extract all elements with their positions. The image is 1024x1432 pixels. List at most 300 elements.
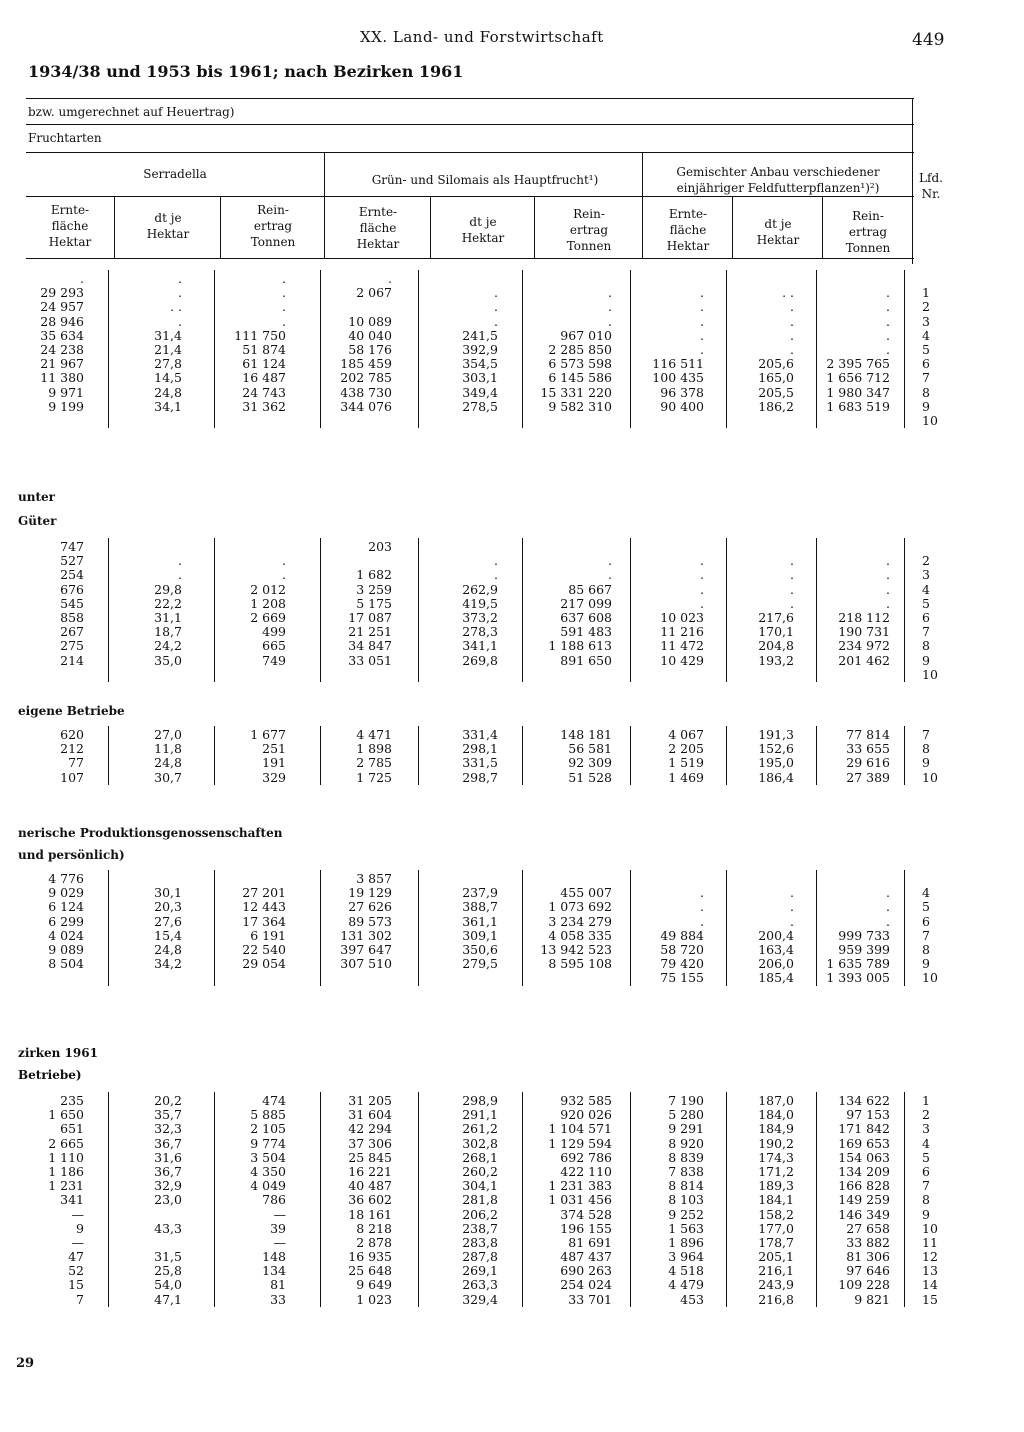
table-cell: .: [282, 299, 286, 315]
row-number: 4: [922, 885, 930, 901]
table-cell: 3 234 279: [548, 913, 612, 929]
table-cell: 1 725: [356, 769, 392, 785]
table-cell: .: [886, 341, 890, 357]
table-cell: .: [886, 327, 890, 343]
table-cell: 165,0: [758, 370, 794, 386]
table-cell: 298,1: [462, 741, 498, 757]
section-label: zirken 1961: [18, 1046, 98, 1060]
column-rule: [904, 538, 905, 682]
table-cell: .: [178, 285, 182, 301]
table-cell: 1 023: [356, 1291, 392, 1307]
table-cell: .: [608, 553, 612, 569]
table-cell: 1 073 692: [548, 899, 612, 915]
table-cell: 18,7: [154, 624, 182, 640]
table-cell: 43,3: [154, 1220, 182, 1236]
table-cell: .: [282, 553, 286, 569]
table-cell: 20,2: [154, 1093, 182, 1108]
table-cell: 1 519: [668, 755, 704, 771]
column-ser_net: [196, 1094, 286, 1307]
table-cell: [408, 971, 498, 985]
table-cell: 304,1: [462, 1178, 498, 1194]
column-ser_net: [196, 272, 286, 428]
table-cell: 13 942 523: [540, 941, 612, 957]
table-cell: [408, 414, 498, 428]
table-cell: 392,9: [462, 341, 498, 357]
sub-gm-yield: dt je Hektar: [461, 215, 505, 245]
row-number: 10: [922, 769, 938, 785]
table-cell: 388,7: [462, 899, 498, 915]
sub-ser-area: Ernte- fläche Hektar: [48, 203, 92, 249]
table-cell: 190 731: [838, 624, 890, 640]
row-number: 8: [922, 384, 930, 400]
table-cell: 920 026: [560, 1107, 612, 1123]
table-cell: .: [790, 299, 794, 315]
section-label: unter: [18, 490, 55, 504]
table-cell: [800, 872, 890, 886]
table-cell: 195,0: [758, 755, 794, 771]
sheet-mark: 29: [16, 1356, 35, 1371]
table-cell: 331,4: [462, 727, 498, 742]
table-cell: 24,8: [154, 941, 182, 957]
table-cell: 16 221: [348, 1163, 392, 1179]
table-cell: 9 199: [48, 398, 84, 414]
table-cell: 959 399: [838, 941, 890, 957]
table-cell: 8 103: [668, 1192, 704, 1208]
table-cell: 499: [262, 624, 286, 640]
table-cell: .: [886, 913, 890, 929]
sub-gm-area: Ernte- fläche Hektar: [356, 205, 400, 251]
table-cell: 24 957: [40, 299, 84, 315]
table-cell: 2 012: [250, 581, 286, 597]
table-cell: 278,3: [462, 624, 498, 640]
table-cell: 206,2: [462, 1206, 498, 1222]
table-cell: 100 435: [652, 370, 704, 386]
table-cell: .: [494, 313, 498, 329]
table-cell: 186,2: [758, 398, 794, 414]
table-cell: 1 231 383: [548, 1178, 612, 1194]
table-cell: 22,2: [154, 595, 182, 611]
table-cell: 11,8: [154, 741, 182, 757]
table-cell: 9 582 310: [548, 398, 612, 414]
table-cell: 31 205: [348, 1093, 392, 1108]
table-cell: 620: [60, 727, 84, 742]
row-number: 15: [922, 1291, 938, 1307]
table-cell: 4 350: [250, 1163, 286, 1179]
table-cell: 12 443: [242, 899, 286, 915]
section-label: Betriebe): [18, 1068, 82, 1082]
table-cell: 4 471: [356, 727, 392, 742]
table-cell: 1 563: [668, 1220, 704, 1236]
table-cell: 81 306: [846, 1249, 890, 1265]
table-cell: 186,4: [758, 769, 794, 785]
table-cell: 651: [60, 1121, 84, 1137]
table-cell: 1 682: [356, 567, 392, 583]
row-number: [922, 872, 952, 886]
table-cell: 89 573: [348, 913, 392, 929]
table-cell: 7: [76, 1291, 84, 1307]
row-number: 4: [922, 327, 930, 343]
column-ser_area: [0, 272, 84, 428]
table-cell: 25 845: [348, 1149, 392, 1165]
column-gm_yield: [408, 540, 498, 682]
table-cell: 31,1: [154, 609, 182, 625]
table-cell: 397 647: [340, 941, 392, 957]
table-cell: 891 650: [560, 652, 612, 668]
header-vline-s2: [220, 196, 221, 258]
table-cell: 2 285 850: [548, 341, 612, 357]
table-cell: 263,3: [462, 1277, 498, 1293]
table-cell: 254 024: [560, 1277, 612, 1293]
column-ser_net: [196, 728, 286, 785]
row-number: 6: [922, 913, 930, 929]
table-cell: 8 814: [668, 1178, 704, 1194]
column-ser_area: [0, 1094, 84, 1307]
table-cell: 24,2: [154, 638, 182, 654]
column-lfd-nr: [922, 728, 952, 785]
table-cell: 341,1: [462, 638, 498, 654]
table-cell: —: [71, 1206, 84, 1222]
table-cell: 33 655: [846, 741, 890, 757]
table-cell: 8 504: [48, 956, 84, 972]
group-gruenmais: Grün- und Silomais als Hauptfrucht¹): [371, 173, 599, 187]
table-cell: [800, 540, 890, 554]
table-cell: .: [608, 567, 612, 583]
row-number: 8: [922, 941, 930, 957]
table-cell: 31 604: [348, 1107, 392, 1123]
column-ser_net: [196, 540, 286, 682]
table-cell: 591 483: [560, 624, 612, 640]
table-cell: .: [494, 299, 498, 315]
header-vline-s1: [114, 196, 115, 258]
table-cell: [196, 971, 286, 985]
row-number: 2: [922, 299, 930, 315]
header-rule-3: [26, 152, 914, 153]
row-number: 7: [922, 370, 930, 386]
table-cell: .: [886, 899, 890, 915]
table-cell: 30,1: [154, 885, 182, 901]
table-cell: 15 331 220: [540, 384, 612, 400]
table-cell: 146 349: [838, 1206, 890, 1222]
table-cell: .: [608, 285, 612, 301]
table-cell: 474: [262, 1093, 286, 1108]
row-number: 4: [922, 1135, 930, 1151]
table-cell: 29 054: [242, 956, 286, 972]
column-gm_area: [302, 1094, 392, 1307]
table-cell: 33 882: [846, 1234, 890, 1250]
fruchtarten-label: Fruchtarten: [28, 131, 102, 145]
table-cell: .: [700, 885, 704, 901]
table-cell: 36,7: [154, 1163, 182, 1179]
table-cell: —: [71, 1234, 84, 1250]
column-gm_yield: [408, 872, 498, 986]
table-cell: 148 181: [560, 727, 612, 742]
table-cell: 4 058 335: [548, 927, 612, 943]
table-cell: 527: [60, 553, 84, 569]
table-cell: [614, 540, 704, 554]
table-cell: 47,1: [154, 1291, 182, 1307]
table-cell: 262,9: [462, 581, 498, 597]
header-vline-m2: [822, 196, 823, 258]
column-ser_yield: [92, 540, 182, 682]
table-cell: 31,5: [154, 1249, 182, 1265]
table-cell: 51 874: [242, 341, 286, 357]
table-cell: 1 186: [48, 1163, 84, 1179]
table-cell: 7 190: [668, 1093, 704, 1108]
column-mix_net: [800, 872, 890, 986]
table-cell: 16 487: [242, 370, 286, 386]
row-number: 6: [922, 1163, 930, 1179]
table-cell: 10 089: [348, 313, 392, 329]
table-cell: 18 161: [348, 1206, 392, 1222]
row-number: 10: [922, 412, 938, 428]
sub-mix-area: Ernte- fläche Hektar: [666, 207, 710, 253]
table-cell: 283,8: [462, 1234, 498, 1250]
row-number: 9: [922, 956, 930, 972]
table-cell: 35,7: [154, 1107, 182, 1123]
table-cell: [92, 540, 182, 554]
table-cell: 287,8: [462, 1249, 498, 1265]
column-gm_net: [522, 1094, 612, 1307]
table-cell: 350,6: [462, 941, 498, 957]
column-rule: [904, 726, 905, 785]
lfd-nr-2: Nr.: [921, 187, 941, 201]
row-number: 5: [922, 899, 930, 915]
table-cell: 9 291: [668, 1121, 704, 1137]
table-cell: 2 395 765: [826, 356, 890, 372]
table-cell: 7 838: [668, 1163, 704, 1179]
table-cell: 214: [60, 652, 84, 668]
row-number: 1: [922, 285, 930, 301]
table-cell: 967 010: [560, 327, 612, 343]
table-cell: 154 063: [838, 1149, 890, 1165]
column-lfd-nr: [922, 872, 952, 986]
column-ser_area: [0, 872, 84, 986]
table-cell: .: [886, 285, 890, 301]
table-cell: 205,1: [758, 1249, 794, 1265]
row-number: 9: [922, 1206, 930, 1222]
table-cell: [408, 872, 498, 886]
table-cell: 6 573 598: [548, 356, 612, 372]
table-cell: 749: [262, 652, 286, 668]
table-cell: [408, 272, 498, 286]
table-cell: 191: [262, 755, 286, 771]
table-cell: .: [282, 271, 286, 286]
table-cell: 17 087: [348, 609, 392, 625]
table-cell: 2 067: [356, 285, 392, 301]
table-cell: [92, 1208, 182, 1222]
table-cell: 261,2: [462, 1121, 498, 1137]
table-cell: 148: [262, 1249, 286, 1265]
table-cell: 9 252: [668, 1206, 704, 1222]
table-cell: 932 585: [560, 1093, 612, 1108]
row-number: 7: [922, 624, 930, 640]
table-cell: 169 653: [838, 1135, 890, 1151]
table-cell: 23,0: [154, 1192, 182, 1208]
sub-ser-net: Rein- ertrag Tonnen: [250, 203, 296, 249]
table-cell: .: [886, 595, 890, 611]
table-cell: 2 105: [250, 1121, 286, 1137]
table-cell: 1 656 712: [826, 370, 890, 386]
table-cell: 34,1: [154, 398, 182, 414]
table-cell: .: [178, 313, 182, 329]
table-cell: .: [790, 567, 794, 583]
header-rule-2: [26, 124, 914, 125]
table-cell: 58 720: [660, 941, 704, 957]
table-cell: 1 898: [356, 741, 392, 757]
table-cell: 34 847: [348, 638, 392, 654]
table-cell: 205,6: [758, 356, 794, 372]
table-cell: .: [886, 581, 890, 597]
table-cell: .: [700, 341, 704, 357]
table-cell: 184,9: [758, 1121, 794, 1137]
table-cell: 9 029: [48, 885, 84, 901]
table-cell: 4 518: [668, 1263, 704, 1279]
table-cell: 419,5: [462, 595, 498, 611]
table-cell: 329: [262, 769, 286, 785]
table-cell: [800, 272, 890, 286]
column-mix_net: [800, 540, 890, 682]
column-mix_yield: [704, 272, 794, 428]
table-cell: [196, 540, 286, 554]
table-cell: 1 393 005: [826, 970, 890, 986]
table-cell: 341: [60, 1192, 84, 1208]
table-cell: 307 510: [340, 956, 392, 972]
table-cell: 40 040: [348, 327, 392, 343]
table-cell: .: [790, 313, 794, 329]
table-cell: 11 472: [660, 638, 704, 654]
table-cell: 373,2: [462, 609, 498, 625]
table-cell: [614, 872, 704, 886]
table-cell: 14,5: [154, 370, 182, 386]
row-number: 9: [922, 755, 930, 771]
table-cell: 1 188 613: [548, 638, 612, 654]
column-mix_net: [800, 272, 890, 428]
table-cell: .: [790, 581, 794, 597]
table-cell: 178,7: [758, 1234, 794, 1250]
table-cell: .: [700, 313, 704, 329]
table-cell: 31,6: [154, 1149, 182, 1165]
table-cell: 171,2: [758, 1163, 794, 1179]
table-cell: 201 462: [838, 652, 890, 668]
table-cell: 134 209: [838, 1163, 890, 1179]
row-number: 8: [922, 741, 930, 757]
table-cell: 361,1: [462, 913, 498, 929]
table-cell: 97 153: [846, 1107, 890, 1123]
table-cell: 166 828: [838, 1178, 890, 1194]
table-cell: 90 400: [660, 398, 704, 414]
header-vline-g2: [534, 196, 535, 258]
table-cell: 196 155: [560, 1220, 612, 1236]
table-cell: .: [886, 885, 890, 901]
table-cell: .: [282, 567, 286, 583]
table-cell: 36,7: [154, 1135, 182, 1151]
header-vline-mix: [642, 152, 643, 258]
column-ser_yield: [92, 728, 182, 785]
table-cell: 158,2: [758, 1206, 794, 1222]
table-cell: .: [700, 299, 704, 315]
column-gm_area: [302, 872, 392, 986]
sub-ser-yield: dt je Hektar: [146, 211, 190, 241]
row-number: 9: [922, 398, 930, 414]
table-cell: 241,5: [462, 327, 498, 343]
table-cell: —: [273, 1206, 286, 1222]
table-cell: 35 634: [40, 327, 84, 343]
column-mix_yield: [704, 1094, 794, 1307]
table-cell: 1 650: [48, 1107, 84, 1123]
table-cell: [614, 668, 704, 682]
table-cell: . .: [170, 299, 182, 315]
row-number: 8: [922, 1192, 930, 1208]
table-cell: 47: [68, 1249, 84, 1265]
table-cell: 37 306: [348, 1135, 392, 1151]
table-cell: 30,7: [154, 769, 182, 785]
table-cell: 269,8: [462, 652, 498, 668]
table-cell: 10 429: [660, 652, 704, 668]
table-cell: 27 389: [846, 769, 890, 785]
table-cell: 77: [68, 755, 84, 771]
table-cell: 254: [60, 567, 84, 583]
table-cell: [196, 668, 286, 682]
table-cell: 2 878: [356, 1234, 392, 1250]
row-number: [922, 272, 952, 286]
table-cell: 8 839: [668, 1149, 704, 1165]
table-cell: [704, 540, 794, 554]
table-cell: 85 667: [568, 581, 612, 597]
table-cell: [522, 272, 612, 286]
table-cell: 42 294: [348, 1121, 392, 1137]
table-cell: .: [790, 595, 794, 611]
row-number: [922, 540, 952, 554]
table-cell: 422 110: [560, 1163, 612, 1179]
table-cell: .: [700, 913, 704, 929]
table-cell: 243,9: [758, 1277, 794, 1293]
table-cell: 3 857: [356, 871, 392, 886]
table-cell: 24 238: [40, 341, 84, 357]
table-cell: [704, 414, 794, 428]
table-cell: .: [700, 581, 704, 597]
table-cell: 184,0: [758, 1107, 794, 1123]
table-cell: 97 646: [846, 1263, 890, 1279]
table-cell: 4 067: [668, 727, 704, 742]
column-mix_yield: [704, 728, 794, 785]
table-cell: 298,9: [462, 1093, 498, 1108]
table-cell: 206,0: [758, 956, 794, 972]
column-lfd-nr: [922, 540, 952, 682]
table-cell: [408, 668, 498, 682]
table-cell: 185 459: [340, 356, 392, 372]
table-cell: 134: [262, 1263, 286, 1279]
table-cell: .: [494, 553, 498, 569]
table-cell: 9: [76, 1220, 84, 1236]
table-cell: 58 176: [348, 341, 392, 357]
table-cell: 1 110: [48, 1149, 84, 1165]
table-cell: 2 665: [48, 1135, 84, 1151]
table-cell: .: [700, 285, 704, 301]
table-cell: 1 683 519: [826, 398, 890, 414]
table-cell: [92, 872, 182, 886]
table-cell: [704, 668, 794, 682]
table-cell: 354,5: [462, 356, 498, 372]
table-cell: .: [700, 327, 704, 343]
row-number: 3: [922, 567, 930, 583]
table-cell: 1 896: [668, 1234, 704, 1250]
column-mix_yield: [704, 540, 794, 682]
table-cell: .: [700, 899, 704, 915]
column-gm_yield: [408, 728, 498, 785]
sub-mix-net: Rein- ertrag Tonnen: [845, 209, 891, 255]
table-cell: 1 104 571: [548, 1121, 612, 1137]
table-cell: .: [886, 553, 890, 569]
